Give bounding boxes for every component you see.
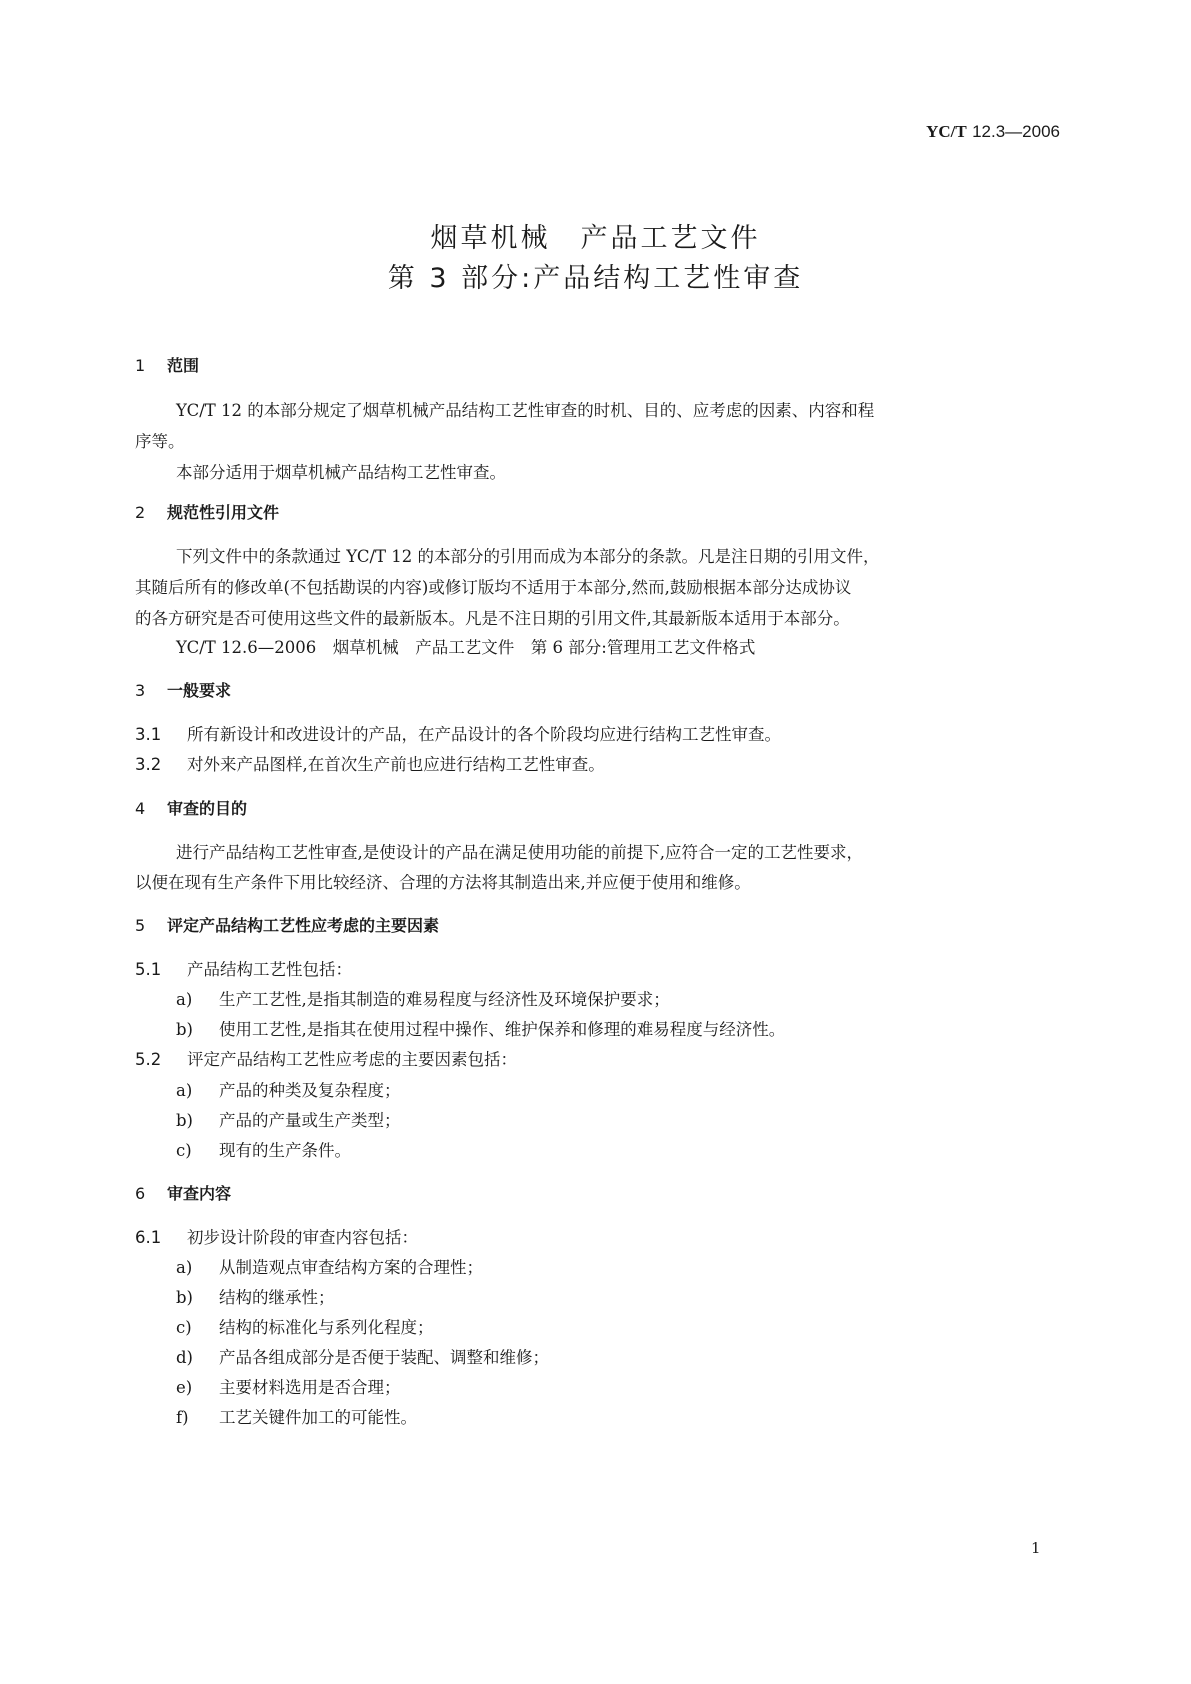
page-number: 1 (1031, 1539, 1041, 1557)
list-item: d) 产品各组成部分是否便于装配、调整和维修； (176, 1348, 549, 1367)
paragraph: YC/T 12 的本部分规定了烟草机械产品结构工艺性审查的时机、目的、应考虑的因素、内容和程 (176, 401, 875, 420)
list-item: c) 现有的生产条件。 (176, 1141, 351, 1160)
paragraph: 其随后所有的修改单(不包括勘误的内容)或修订版均不适用于本部分,然而,鼓励根据本部分达成协议 (135, 578, 852, 597)
clause-5-1: 5.1 产品结构工艺性包括： (135, 960, 352, 979)
list-item: a) 从制造观点审查结构方案的合理性； (176, 1258, 483, 1277)
section-heading-5: 5 评定产品结构工艺性应考虑的主要因素 (135, 916, 440, 935)
paragraph: 序等。 (135, 432, 185, 451)
list-item: a) 产品的种类及复杂程度； (176, 1081, 401, 1100)
list-item: b) 使用工艺性,是指其在使用过程中操作、维护保养和修理的难易程度与经济性。 (176, 1020, 786, 1039)
paragraph: 下列文件中的条款通过 YC/T 12 的本部分的引用而成为本部分的条款。凡是注日期的引用文件， (176, 547, 880, 566)
section-heading-2: 2 规范性引用文件 (135, 503, 280, 522)
paragraph: 进行产品结构工艺性审查,是使设计的产品在满足使用功能的前提下,应符合一定的工艺性要求， (176, 843, 863, 862)
standard-code (926, 122, 1060, 142)
standard-number: 12.3—2006 (972, 122, 1060, 141)
standard-prefix: YC/T (926, 122, 967, 141)
list-item: a) 生产工艺性,是指其制造的难易程度与经济性及环境保护要求； (176, 990, 670, 1009)
section-heading-1: 1 范围 (135, 356, 200, 375)
document-title-line1: 烟草机械 产品工艺文件 (430, 223, 761, 254)
paragraph: 的各方研究是否可使用这些文件的最新版本。凡是不注日期的引用文件,其最新版本适用于本部分。 (135, 609, 850, 628)
section-heading-6: 6 审查内容 (135, 1184, 232, 1203)
list-item: e) 主要材料选用是否合理； (176, 1378, 401, 1397)
document-title-line2: 第 3 部分:产品结构工艺性审查 (387, 263, 804, 294)
list-item: b) 结构的继承性； (176, 1288, 335, 1307)
section-heading-3: 3 一般要求 (135, 681, 232, 700)
list-item: b) 产品的产量或生产类型； (176, 1111, 401, 1130)
list-item: f) 工艺关键件加工的可能性。 (176, 1408, 417, 1427)
clause-3-2: 3.2 对外来产品图样,在首次生产前也应进行结构工艺性审查。 (135, 755, 605, 774)
list-item: c) 结构的标准化与系列化程度； (176, 1318, 434, 1337)
paragraph: 以便在现有生产条件下用比较经济、合理的方法将其制造出来,并应便于使用和维修。 (135, 873, 751, 892)
clause-5-2: 5.2 评定产品结构工艺性应考虑的主要因素包括： (135, 1050, 517, 1069)
normative-reference: YC/T 12.6—2006 烟草机械 产品工艺文件 第 6 部分:管理用工艺文件格式 (176, 638, 756, 657)
paragraph: 本部分适用于烟草机械产品结构工艺性审查。 (176, 463, 506, 482)
section-heading-4: 4 审查的目的 (135, 799, 248, 818)
clause-6-1: 6.1 初步设计阶段的审查内容包括： (135, 1228, 418, 1247)
clause-3-1: 3.1 所有新设计和改进设计的产品，在产品设计的各个阶段均应进行结构工艺性审查。 (135, 725, 781, 744)
